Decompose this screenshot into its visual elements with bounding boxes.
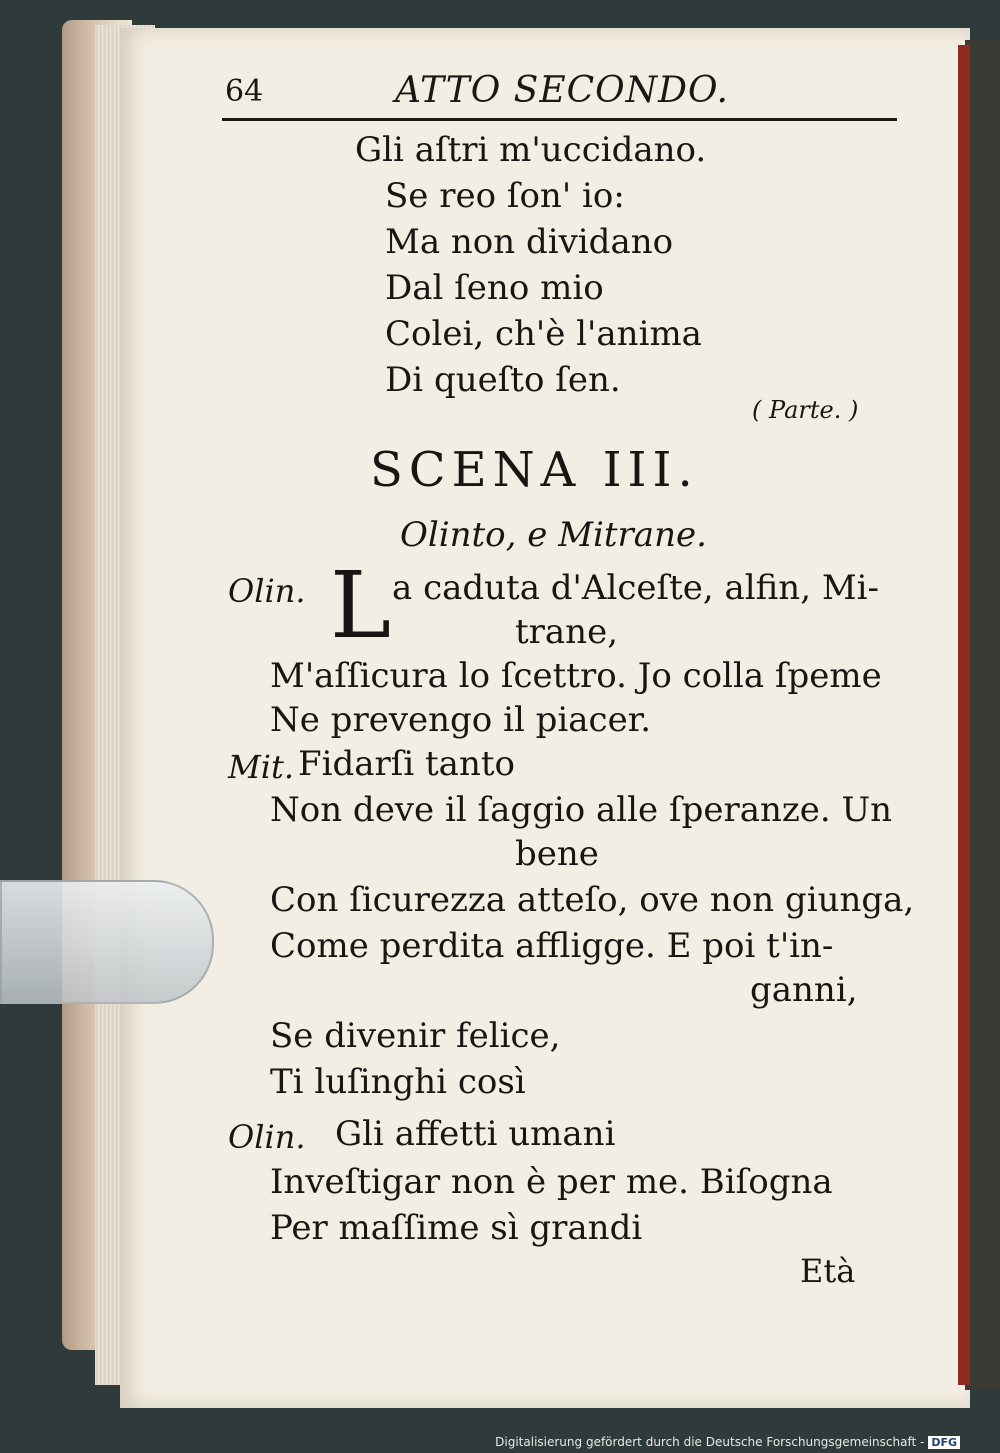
running-title: ATTO SECONDO.: [395, 70, 729, 111]
dialogue-line: Per maſſime sì grandi: [270, 1208, 643, 1248]
scene-title: SCENA III.: [370, 442, 699, 498]
dialogue-line: Con ſicurezza atteſo, ove non giunga,: [270, 880, 915, 920]
verse-line: Colei, ch'è l'anima: [385, 314, 702, 354]
dialogue-line: Ti luſinghi così: [270, 1062, 526, 1102]
speaker-label: Olin.: [228, 1118, 306, 1156]
dialogue-line: Se divenir felice,: [270, 1016, 561, 1056]
verse-line: Di queſto ſen.: [385, 360, 621, 400]
right-page-edge: [965, 40, 1000, 1390]
dialogue-line: Gli affetti umani: [335, 1114, 616, 1154]
dialogue-line: Non deve il ſaggio alle ſperanze. Un: [270, 790, 893, 830]
verse-line: Ma non dividano: [385, 222, 674, 262]
drop-cap: L: [330, 552, 392, 659]
dialogue-line: Fidarſi tanto: [298, 744, 515, 784]
red-edge-strip: [958, 45, 970, 1385]
page-number: 64: [225, 74, 264, 109]
dialogue-line: Come perdita affligge. E poi t'in-: [270, 926, 834, 966]
catchword: Età: [800, 1252, 856, 1290]
header-rule: [222, 118, 897, 121]
dialogue-line: M'aſſicura lo ſcettro. Jo colla ſpeme: [270, 656, 882, 696]
speaker-label: Olin.: [228, 572, 306, 610]
credit-text: Digitalisierung gefördert durch die Deutsche Forschungsgemeinschaft -: [495, 1435, 925, 1449]
verse-line: Se reo ſon' io:: [385, 176, 625, 216]
stage-direction: ( Parte. ): [752, 396, 859, 424]
dialogue-line: trane,: [515, 612, 619, 652]
dialogue-line: a caduta d'Alceſte, alfin, Mi-: [392, 568, 879, 608]
verse-line: Gli aſtri m'uccidano.: [355, 130, 707, 170]
speaker-label: Mit.: [228, 748, 295, 786]
dfg-logo: DFG: [928, 1436, 960, 1449]
dialogue-line: Inveſtigar non è per me. Biſogna: [270, 1162, 833, 1202]
page-header: [225, 70, 900, 110]
dialogue-line: bene: [515, 834, 599, 874]
verse-line: Dal ſeno mio: [385, 268, 604, 308]
dialogue-line: Ne prevengo il piacer.: [270, 700, 652, 740]
digitization-credit: [495, 1435, 960, 1449]
dialogue-line: ganni,: [750, 970, 858, 1010]
page-clip: [0, 880, 214, 1004]
scene-characters: Olinto, e Mitrane.: [400, 515, 707, 555]
